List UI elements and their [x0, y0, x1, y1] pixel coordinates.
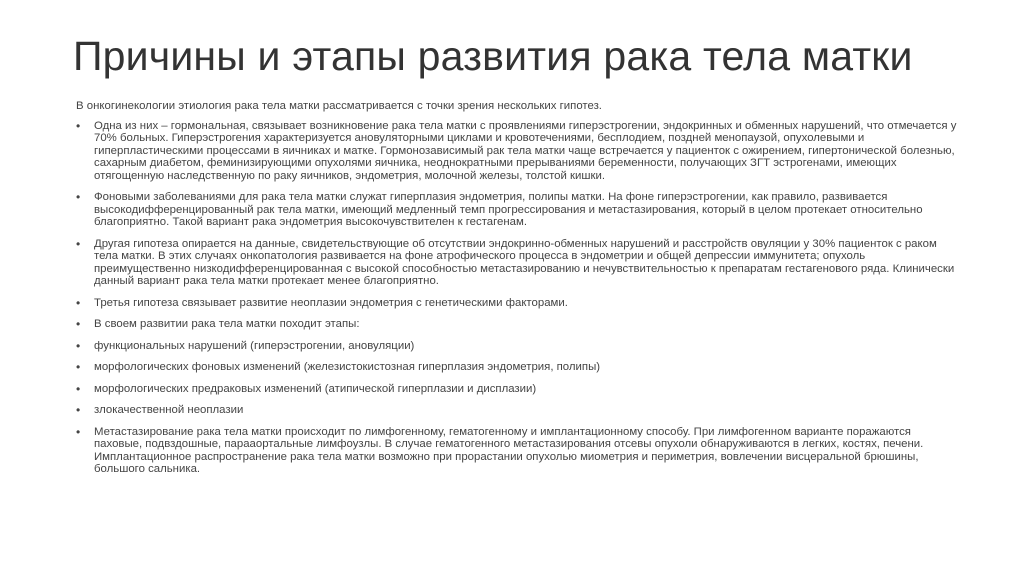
bullet-item — [76, 120, 962, 183]
bullet-icon: • — [76, 403, 81, 417]
bullet-item — [76, 191, 962, 229]
bullet-text: Другая гипотеза опирается на данные, свидетельствующие об отсутствии эндокринно-обменных нарушений и расстройств овуляции у 30% пациенток с раком тела матки. В этих случаях онкопатология развивается на фоне атрофического процесса в эндометрии и общей депрессии иммунитета; опухоль преимущественно низкодифференцированная с высокой способностью метастазированию и нечувствительностью к препаратам гестагенового ряда. Клинически данный вариант рака тела матки протекает менее благоприятно. — [94, 237, 955, 287]
bullet-item — [76, 297, 962, 310]
bullet-icon: • — [76, 236, 81, 251]
bullet-icon: • — [76, 295, 81, 310]
bullet-text: Третья гипотеза связывает развитие неоплазии эндометрия с генетическими факторами. — [94, 296, 568, 309]
bullet-item — [76, 383, 962, 396]
bullet-icon: • — [76, 317, 81, 331]
bullet-text: функциональных нарушений (гиперэстрогении, ановуляции) — [94, 339, 415, 352]
bullet-item — [76, 238, 962, 288]
bullet-text: В своем развитии рака тела матки походит этапы: — [94, 318, 360, 330]
bullet-item — [76, 318, 962, 331]
bullet-icon: • — [76, 118, 81, 133]
bullet-icon: • — [76, 381, 81, 396]
bullet-text: морфологических предраковых изменений (атипической гиперплазии и дисплазии) — [94, 382, 537, 395]
bullet-icon: • — [76, 190, 81, 204]
intro-paragraph: В онкогинекологии этиология рака тела матки рассматривается с точки зрения нескольких гипотез. — [76, 100, 602, 112]
bullet-text: Метастазирование рака тела матки происходит по лимфогенному, гематогенному и имплантационному способу. При лимфогенном варианте поражаются паховые, подвздошные, парааортальные лимфоузлы. В случае гематогенного метастазирования отсевы опухоли обнаруживаются в легких, костях, печени. Имплантационное распространение рака тела матки возможно при прорастании опухолью миометрия и периметрия, вовлечении висцеральной брюшины, большого сальника. — [94, 425, 924, 475]
bullet-item — [76, 361, 962, 374]
bullet-item — [76, 340, 962, 353]
bullet-item — [76, 426, 962, 476]
bullet-icon: • — [76, 338, 81, 353]
bullet-text: Одна из них – гормональная, связывает возникновение рака тела матки с проявлениями гиперэстрогении, эндокринных и обменных нарушений, что отмечается у 70% больных. Гиперэстрогения характеризуется ановуляторными циклами и кровотечениями, бесплодием, поздней менопаузой, опухолевыми и гиперпластическими процессами в яичниках и матке. Гормонозависимый рак тела матки чаще встречается у пациенток с ожирением, гипертонической болезнью, сахарным диабетом, феминизирующими опухолями яичника, неоднократными прерываниями беременности, получающих ЗГТ эстрогенами, имеющих отягощенную наследственную по раку яичников, эндометрия, молочной железы, толстой кишки. — [94, 119, 957, 182]
bullet-icon: • — [76, 360, 81, 374]
slide-content — [76, 100, 962, 485]
bullet-text: злокачественной неоплазии — [94, 404, 244, 416]
bullet-list — [76, 120, 962, 476]
bullet-text: морфологических фоновых изменений (железистокистозная гиперплазия эндометрия, полипы) — [94, 361, 601, 373]
slide-title: Причины и этапы развития рака тела матки — [73, 33, 913, 79]
bullet-text: Фоновыми заболеваниями для рака тела матки служат гиперплазия эндометрия, полипы матки. На фоне гиперэстрогении, как правило, развивается высокодифференцированный рак тела матки, имеющий медленный темп прогрессирования и метастазирования, который в целом протекает относительно благоприятно. Такой вариант рака эндометрия высокочувствителен к гестагенам. — [94, 191, 923, 228]
bullet-icon: • — [76, 424, 81, 439]
bullet-item — [76, 404, 962, 417]
